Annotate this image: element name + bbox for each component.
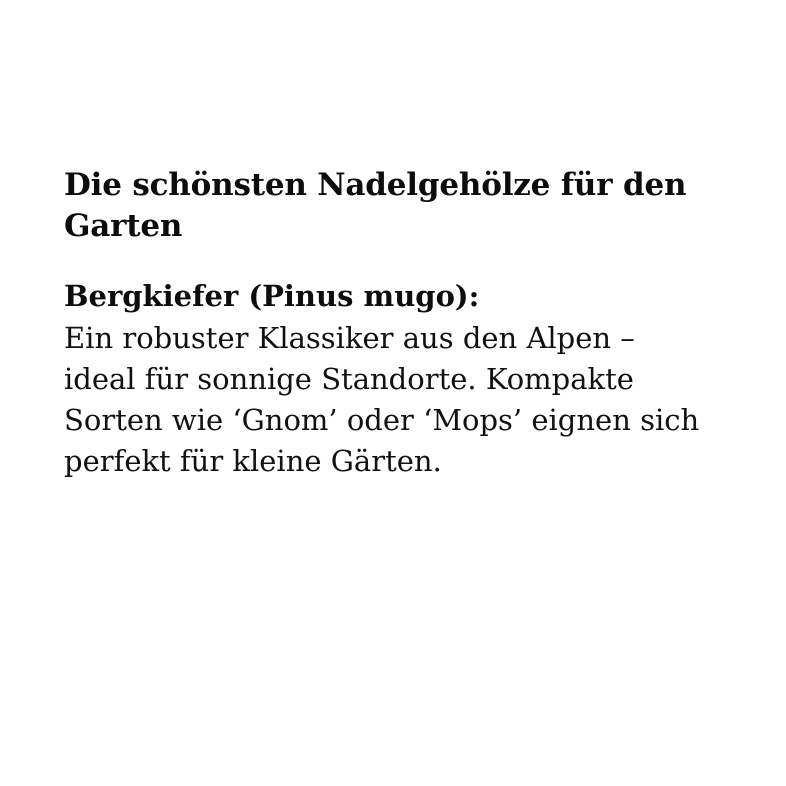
page-title: Die schönsten Nadelgehölze für den Garten xyxy=(64,167,687,245)
plant-entry xyxy=(64,277,716,482)
plant-name: Bergkiefer (Pinus mugo): xyxy=(64,279,480,314)
plant-description: Ein robuster Klassiker aus den Alpen – ideal für sonnige Standorte. Kompakte Sorten wie ‘Gnom’ oder ‘Mops’ eignen sich perfekt für kleine Gärten. xyxy=(64,320,700,479)
